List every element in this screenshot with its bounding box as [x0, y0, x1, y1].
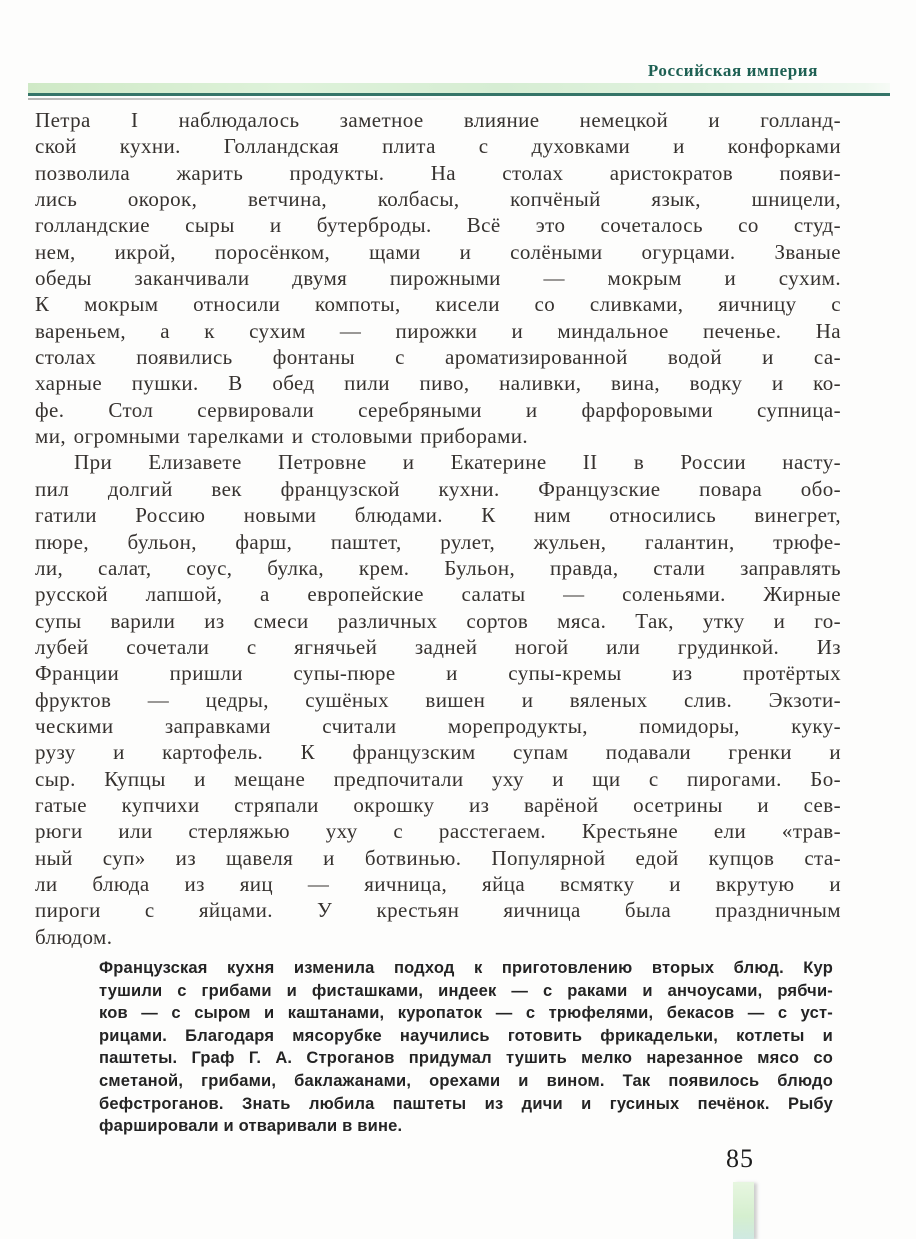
text-line: позволила жарить продукты. На столах аристократов появи-: [35, 160, 841, 185]
text-line: столах появились фонтаны с ароматизированной водой и са-: [35, 345, 841, 370]
text-line: лись окорок, ветчина, колбасы, копчёный язык, шницели,: [35, 187, 841, 212]
text-line: сметаной, грибами, баклажанами, орехами и вином. Так появилось блюдо: [99, 1071, 833, 1090]
header-rule: [28, 83, 890, 96]
text-line: фруктов — цедры, сушёных вишен и вяленых слив. Экзоти-: [35, 687, 841, 712]
text-line: пироги с яйцами. У крестьян яичница была праздничным: [35, 898, 841, 923]
text-line: нем, икрой, поросёнком, щами и солёными огурцами. Званые: [35, 239, 841, 264]
text-line: пил долгий век французской кухни. Французские повара обо-: [35, 476, 841, 501]
text-line: ли, салат, соус, булка, крем. Бульон, правда, стали заправлять: [35, 555, 841, 580]
text-line: ской кухни. Голландская плита с духовками и конфорками: [35, 134, 841, 159]
text-line: обеды заканчивали двумя пирожными — мокрым и сухим.: [35, 266, 841, 291]
page-header-title: Российская империя: [647, 61, 818, 80]
text-line: рюги или стерляжью уху с расстегаем. Крестьяне ели «трав-: [35, 819, 841, 844]
text-line: рузу и картофель. К французским супам подавали гренки и: [35, 740, 841, 765]
text-line: голландские сыры и бутерброды. Всё это сочеталось со студ-: [35, 213, 841, 238]
paragraph: [35, 107, 841, 449]
paragraph: [35, 449, 841, 950]
text-line: При Елизавете Петровне и Екатерине II в России насту-: [74, 450, 841, 475]
text-line: харные пушки. В обед пили пиво, наливки, вина, водку и ко-: [35, 371, 841, 396]
text-line: ный суп» из щавеля и ботвинью. Популярной едой купцов ста-: [35, 845, 841, 870]
text-line: пюре, бульон, фарш, паштет, рулет, жульен, галантин, трюфе-: [35, 529, 841, 554]
text-line: К мокрым относили компоты, кисели со сливками, яичницу с: [35, 292, 841, 317]
body-text: [35, 107, 841, 950]
text-line: фаршировали и отваривали в вине.: [99, 1117, 403, 1136]
text-line: русской лапшой, а европейские салаты — соленьями. Жирные: [35, 582, 841, 607]
text-line: сыр. Купцы и мещане предпочитали уху и щи с пирогами. Бо-: [35, 766, 841, 791]
text-line: ческими заправками считали морепродукты, помидоры, куку-: [35, 713, 841, 738]
text-line: Петра I наблюдалось заметное влияние немецкой и голланд-: [35, 108, 841, 132]
text-line: ли блюда из яиц — яичница, яйца всмятку и вкрутую и: [35, 871, 841, 896]
page-number: 85: [726, 1144, 754, 1173]
text-line: тушили с грибами и фисташками, индеек — с раками и анчоусами, рябчи-: [99, 981, 833, 1000]
additional-material-note: [99, 957, 833, 1138]
text-line: гатые купчихи стряпали окрошку из варёной осетрины и сев-: [35, 792, 841, 817]
text-line: супы варили из смеси различных сортов мяса. Так, утку и го-: [35, 608, 841, 633]
text-line: блюдом.: [35, 924, 113, 949]
page-corner-marker: [733, 1182, 754, 1239]
text-line: ми, огромными тарелками и столовыми приборами.: [35, 424, 529, 449]
text-line: фе. Стол сервировали серебряными и фарфоровыми супница-: [35, 397, 841, 422]
text-line: паштеты. Граф Г. А. Строганов придумал тушить мелко нарезанное мясо со: [99, 1049, 833, 1068]
text-line: вареньем, а к сухим — пирожки и миндальное печенье. На: [35, 318, 841, 343]
text-line: Французская кухня изменила подход к приготовлению вторых блюд. Кур: [99, 959, 833, 977]
text-line: бефстроганов. Знать любила паштеты из дичи и гусиных печёнок. Рыбу: [99, 1094, 833, 1113]
text-line: гатили Россию новыми блюдами. К ним относились винегрет,: [35, 503, 841, 528]
text-line: рицами. Благодаря мясорубке научились готовить фрикадельки, котлеты и: [99, 1026, 833, 1045]
text-line: ков — с сыром и каштанами, куропаток — с трюфелями, бекасов — с уст-: [99, 1004, 833, 1023]
text-line: лубей сочетали с ягнячьей задней ногой или грудинкой. Из: [35, 634, 841, 659]
text-line: Франции пришли супы-пюре и супы-кремы из протёртых: [35, 661, 841, 686]
